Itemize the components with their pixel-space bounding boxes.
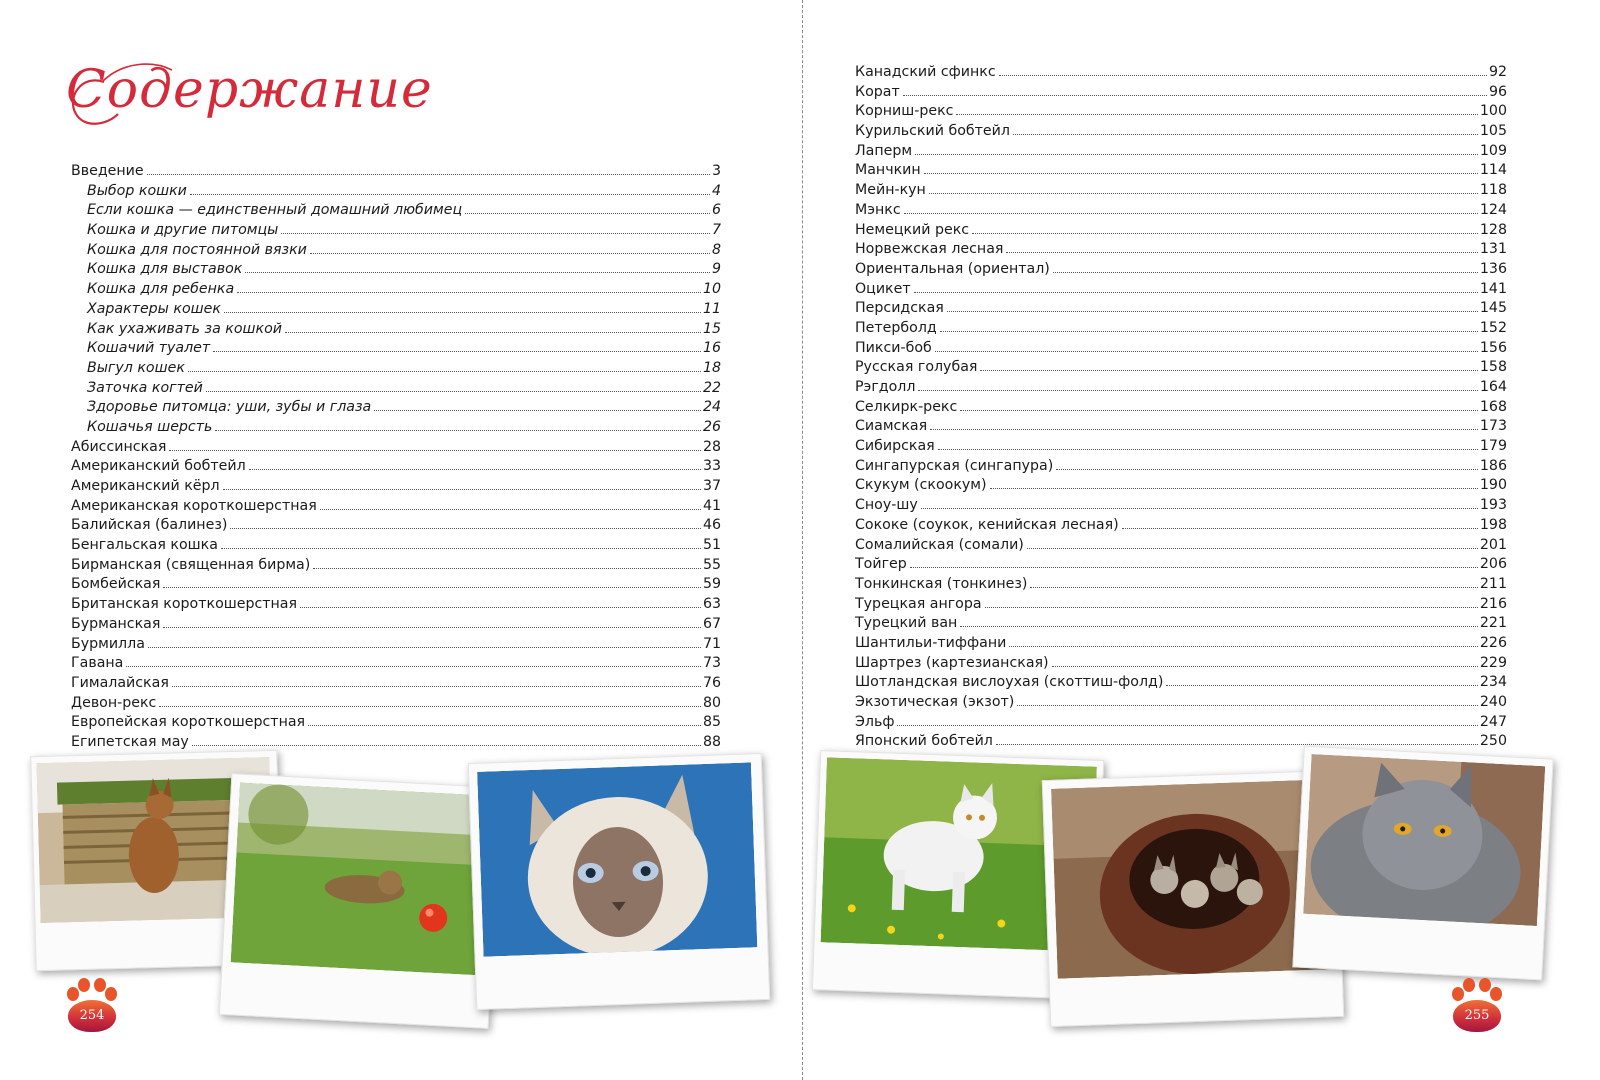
toc-entry xyxy=(855,398,1507,418)
toc-entry-label: Персидская xyxy=(855,300,944,317)
dot-leader xyxy=(237,291,701,293)
toc-entry xyxy=(855,122,1507,142)
toc-entry xyxy=(855,713,1507,733)
dot-leader xyxy=(224,311,701,313)
photo-ragdoll xyxy=(468,753,770,1010)
dot-leader xyxy=(285,331,701,333)
photo-grey-longhair xyxy=(1292,746,1553,981)
toc-entry xyxy=(71,221,721,241)
toc-entry xyxy=(855,63,1507,83)
toc-entry-page: 71 xyxy=(702,635,721,652)
dot-leader xyxy=(904,212,1478,214)
toc-entry-label: Шотландская вислоухая (скоттиш-фолд) xyxy=(855,674,1164,691)
toc-entry-label: Американская короткошерстная xyxy=(71,497,317,514)
toc-entry-page: 33 xyxy=(702,458,721,475)
dot-leader xyxy=(281,232,710,234)
dot-leader xyxy=(929,192,1478,194)
toc-entry-page: 3 xyxy=(711,163,721,179)
photo-bengal xyxy=(219,773,501,1029)
dot-leader xyxy=(897,724,1477,726)
dot-leader xyxy=(172,685,701,687)
toc-entry-page: 216 xyxy=(1479,595,1507,612)
toc-entry-label: Сингапурская (сингапура) xyxy=(855,457,1054,474)
dot-leader xyxy=(914,291,1478,293)
toc-entry xyxy=(71,280,721,300)
toc-entry xyxy=(855,260,1507,280)
toc-entry-page: 158 xyxy=(1479,359,1507,376)
toc-entry-label: Американский бобтейл xyxy=(71,458,246,475)
dot-leader xyxy=(990,487,1478,489)
dot-leader xyxy=(163,626,701,628)
toc-entry-page: 63 xyxy=(702,596,721,613)
toc-entry xyxy=(855,339,1507,359)
toc-entry xyxy=(855,496,1507,516)
toc-entry-page: 186 xyxy=(1479,457,1507,474)
dot-leader xyxy=(300,606,701,608)
toc-entry-page: 96 xyxy=(1488,83,1507,100)
dot-leader xyxy=(308,724,701,726)
toc-entry-label: Сноу-шу xyxy=(855,497,918,514)
toc-entry-page: 128 xyxy=(1479,221,1507,238)
toc-entry-page: 136 xyxy=(1479,260,1507,277)
toc-entry-label: Сиамская xyxy=(855,418,928,435)
toc-entry-page: 76 xyxy=(702,674,721,691)
dot-leader xyxy=(1166,684,1478,686)
dot-leader xyxy=(163,586,701,588)
paw-icon xyxy=(1452,987,1464,1001)
toc-entry-page: 229 xyxy=(1479,654,1507,671)
toc-entry-label: Шантильи-тиффани xyxy=(855,634,1007,651)
toc-entry xyxy=(855,417,1507,437)
dot-leader xyxy=(1009,645,1478,647)
toc-entry-label: Русская голубая xyxy=(855,359,978,376)
toc-entry-page: 221 xyxy=(1479,615,1507,632)
toc-entry xyxy=(71,497,721,517)
toc-entry-label: Выгул кошек xyxy=(87,359,185,376)
toc-entry-label: Шартрез (картезианская) xyxy=(855,654,1049,671)
toc-entry-label: Кошка для выставок xyxy=(87,261,243,278)
toc-entry-page: 109 xyxy=(1479,142,1507,159)
toc-entry xyxy=(855,358,1507,378)
toc-entry-label: Тойгер xyxy=(855,556,907,573)
toc-entry xyxy=(71,536,721,556)
toc-entry-label: Скукум (скоокум) xyxy=(855,477,987,494)
toc-entry-page: 141 xyxy=(1479,280,1507,297)
toc-entry xyxy=(71,359,721,379)
dot-leader xyxy=(148,646,701,648)
toc-entry-label: Девон-рекс xyxy=(71,694,157,711)
toc-entry-label: Корат xyxy=(855,83,900,100)
toc-entry xyxy=(71,516,721,536)
toc-entry-page: 16 xyxy=(702,340,721,357)
dot-leader xyxy=(996,743,1478,745)
toc-entry xyxy=(71,182,721,202)
toc-entry xyxy=(71,713,721,733)
toc-entry-label: Норвежская лесная xyxy=(855,241,1004,258)
toc-entry xyxy=(71,418,721,438)
dot-leader xyxy=(245,271,710,273)
dot-leader xyxy=(249,468,701,470)
toc-entry-label: Ориентальная (ориентал) xyxy=(855,260,1050,277)
toc-entry-page: 11 xyxy=(702,300,721,317)
toc-entry xyxy=(855,161,1507,181)
toc-entry-label: Введение xyxy=(71,163,144,179)
dot-leader xyxy=(947,310,1478,312)
toc-entry xyxy=(855,83,1507,103)
toc-entry-label: Бурманская xyxy=(71,615,161,632)
dot-leader xyxy=(935,350,1478,352)
page-number-right: 255 xyxy=(1464,1008,1490,1023)
toc-entry xyxy=(855,319,1507,339)
toc-entry-page: 85 xyxy=(702,714,721,731)
toc-entry xyxy=(71,162,721,182)
toc-entry xyxy=(855,654,1507,674)
toc-entry-page: 105 xyxy=(1479,123,1507,140)
toc-entry-label: Европейская короткошерстная xyxy=(71,714,306,731)
toc-entry xyxy=(855,201,1507,221)
toc-entry xyxy=(855,280,1507,300)
toc-entry xyxy=(71,694,721,714)
paw-icon xyxy=(67,987,79,1001)
toc-entry xyxy=(855,732,1507,752)
toc-entry xyxy=(71,398,721,418)
toc-left-list xyxy=(71,162,721,753)
toc-entry-page: 206 xyxy=(1479,556,1507,573)
dot-leader xyxy=(956,113,1477,115)
toc-entry-page: 15 xyxy=(702,320,721,337)
toc-entry-label: Кошка для постоянной вязки xyxy=(87,241,307,258)
toc-entry-label: Бирманская (священная бирма) xyxy=(71,556,311,573)
toc-entry xyxy=(855,457,1507,477)
dot-leader xyxy=(320,508,701,510)
toc-entry-label: Кошка и другие питомцы xyxy=(87,222,279,239)
toc-entry xyxy=(71,733,721,753)
toc-entry-label: Кошачья шерсть xyxy=(87,418,213,435)
toc-entry xyxy=(855,181,1507,201)
dot-leader xyxy=(1052,665,1478,667)
dot-leader xyxy=(313,567,701,569)
dot-leader xyxy=(910,566,1478,568)
toc-right-list xyxy=(855,63,1507,752)
toc-entry xyxy=(71,654,721,674)
toc-entry xyxy=(855,142,1507,162)
page-number-badge-left xyxy=(64,978,120,1034)
toc-entry xyxy=(71,438,721,458)
toc-entry xyxy=(71,201,721,221)
dot-leader xyxy=(918,389,1477,391)
toc-entry-page: 156 xyxy=(1479,339,1507,356)
toc-entry xyxy=(855,555,1507,575)
toc-entry-page: 114 xyxy=(1479,162,1507,179)
toc-entry-label: Если кошка — единственный домашний любимец xyxy=(87,202,463,219)
dot-leader xyxy=(924,172,1478,174)
toc-entry-label: Тонкинская (тонкинез) xyxy=(855,575,1028,592)
toc-entry-label: Турецкая ангора xyxy=(855,595,982,612)
dot-leader xyxy=(374,409,701,411)
toc-entry-page: 59 xyxy=(702,576,721,593)
page-number-badge-right xyxy=(1449,978,1505,1034)
toc-entry-page: 73 xyxy=(702,655,721,672)
toc-entry-page: 211 xyxy=(1479,575,1507,592)
right-page xyxy=(804,0,1600,1080)
toc-entry-label: Сибирская xyxy=(855,438,935,455)
toc-entry xyxy=(855,516,1507,536)
toc-entry xyxy=(71,575,721,595)
toc-entry-page: 8 xyxy=(711,241,721,258)
toc-entry-label: Курильский бобтейл xyxy=(855,123,1010,140)
toc-entry-label: Сококе (соукок, кенийская лесная) xyxy=(855,516,1119,533)
toc-entry xyxy=(855,476,1507,496)
toc-entry-label: Британская короткошерстная xyxy=(71,596,298,613)
dot-leader xyxy=(1006,251,1477,253)
toc-entry-page: 193 xyxy=(1479,497,1507,514)
toc-entry xyxy=(855,693,1507,713)
toc-entry-label: Бенгальская кошка xyxy=(71,537,218,554)
dot-leader xyxy=(188,370,701,372)
toc-entry-page: 152 xyxy=(1479,319,1507,336)
dot-leader xyxy=(126,665,701,667)
toc-entry-page: 41 xyxy=(702,497,721,514)
toc-entry-page: 145 xyxy=(1479,300,1507,317)
toc-entry-page: 201 xyxy=(1479,536,1507,553)
toc-entry xyxy=(71,556,721,576)
toc-entry-page: 100 xyxy=(1479,103,1507,120)
toc-entry-label: Канадский сфинкс xyxy=(855,64,996,80)
toc-entry xyxy=(71,300,721,320)
dot-leader xyxy=(1053,271,1478,273)
toc-entry-label: Египетская мау xyxy=(71,733,189,750)
page-number-left: 254 xyxy=(79,1008,105,1023)
toc-entry-page: 7 xyxy=(711,222,721,239)
toc-entry-label: Гималайская xyxy=(71,674,169,691)
dot-leader xyxy=(215,429,701,431)
toc-entry-label: Японский бобтейл xyxy=(855,733,993,750)
toc-entry xyxy=(71,379,721,399)
toc-entry xyxy=(71,457,721,477)
toc-entry-label: Здоровье питомца: уши, зубы и глаза xyxy=(87,399,372,416)
toc-entry-page: 250 xyxy=(1479,733,1507,750)
toc-entry-label: Кошка для ребенка xyxy=(87,281,235,298)
toc-entry-label: Мэнкс xyxy=(855,201,901,218)
dot-leader xyxy=(903,94,1487,96)
toc-entry xyxy=(855,575,1507,595)
toc-entry-label: Эльф xyxy=(855,713,895,730)
dot-leader xyxy=(1030,586,1477,588)
dot-leader xyxy=(1056,468,1478,470)
toc-entry-label: Турецкий ван xyxy=(855,615,958,632)
toc-entry xyxy=(855,595,1507,615)
toc-entry-label: Петерболд xyxy=(855,319,937,336)
toc-entry xyxy=(855,437,1507,457)
dot-leader xyxy=(1013,133,1478,135)
toc-entry xyxy=(855,536,1507,556)
toc-entry-page: 164 xyxy=(1479,379,1507,395)
dot-leader xyxy=(985,606,1478,608)
dot-leader xyxy=(999,74,1487,76)
toc-entry xyxy=(71,339,721,359)
dot-leader xyxy=(930,428,1478,430)
toc-entry-label: Оцикет xyxy=(855,280,911,297)
toc-entry-page: 247 xyxy=(1479,713,1507,730)
toc-entry-page: 131 xyxy=(1479,241,1507,258)
toc-entry-label: Сомалийская (сомали) xyxy=(855,536,1024,553)
toc-entry-page: 28 xyxy=(702,438,721,455)
toc-entry-label: Бомбейская xyxy=(71,576,161,593)
dot-leader xyxy=(213,350,701,352)
dot-leader xyxy=(1017,704,1478,706)
dot-leader xyxy=(465,212,710,214)
page-title: Содержание xyxy=(66,60,433,120)
toc-entry-page: 92 xyxy=(1488,64,1507,80)
toc-entry xyxy=(855,240,1507,260)
dot-leader xyxy=(206,390,701,392)
toc-entry xyxy=(855,673,1507,693)
dot-leader xyxy=(190,193,710,195)
toc-entry-label: Немецкий рекс xyxy=(855,221,970,238)
toc-entry-label: Выбор кошки xyxy=(87,182,187,199)
toc-entry-page: 234 xyxy=(1479,674,1507,691)
toc-entry-label: Абиссинская xyxy=(71,438,167,455)
toc-entry xyxy=(71,595,721,615)
dot-leader xyxy=(915,153,1478,155)
toc-entry-page: 51 xyxy=(702,537,721,554)
dot-leader xyxy=(980,369,1477,371)
toc-entry-page: 22 xyxy=(702,379,721,396)
toc-entry-page: 88 xyxy=(702,733,721,750)
toc-entry-label: Селкирк-рекс xyxy=(855,398,958,415)
toc-entry-page: 4 xyxy=(711,182,721,199)
toc-entry-page: 118 xyxy=(1479,182,1507,199)
toc-entry-label: Корниш-рекс xyxy=(855,103,954,120)
toc-entry-label: Характеры кошек xyxy=(87,300,221,317)
toc-entry-page: 46 xyxy=(702,517,721,534)
toc-entry-page: 9 xyxy=(711,261,721,278)
toc-entry-label: Балийская (балинез) xyxy=(71,517,228,534)
toc-entry-page: 168 xyxy=(1479,398,1507,415)
dot-leader xyxy=(169,449,701,451)
toc-entry-page: 240 xyxy=(1479,694,1507,710)
dot-leader xyxy=(192,744,701,746)
toc-entry-label: Как ухаживать за кошкой xyxy=(87,320,282,337)
toc-entry-page: 198 xyxy=(1479,516,1507,533)
toc-entry xyxy=(71,320,721,340)
toc-entry-label: Лаперм xyxy=(855,142,913,159)
toc-entry-page: 24 xyxy=(702,399,721,416)
toc-entry xyxy=(71,241,721,261)
toc-entry xyxy=(71,635,721,655)
toc-entry xyxy=(71,260,721,280)
toc-entry-page: 6 xyxy=(711,202,721,219)
toc-entry-label: Американский кёрл xyxy=(71,478,220,494)
toc-entry-page: 190 xyxy=(1479,477,1507,494)
dot-leader xyxy=(972,232,1478,234)
dot-leader xyxy=(1122,527,1478,529)
toc-entry xyxy=(855,102,1507,122)
toc-entry-page: 179 xyxy=(1479,438,1507,455)
dot-leader xyxy=(921,507,1478,509)
toc-entry-page: 10 xyxy=(702,281,721,298)
page-fold-divider xyxy=(802,0,803,1080)
toc-entry-page: 26 xyxy=(702,418,721,435)
toc-entry-page: 67 xyxy=(702,615,721,632)
toc-entry xyxy=(855,614,1507,634)
toc-entry-label: Кошачий туалет xyxy=(87,340,211,357)
toc-entry-label: Мейн-кун xyxy=(855,182,926,199)
dot-leader xyxy=(940,330,1478,332)
dot-leader xyxy=(230,527,701,529)
toc-entry-label: Пикси-боб xyxy=(855,339,932,356)
toc-entry xyxy=(71,477,721,497)
toc-entry xyxy=(855,634,1507,654)
dot-leader xyxy=(159,705,701,707)
toc-entry xyxy=(855,299,1507,319)
toc-entry xyxy=(855,221,1507,241)
toc-entry-page: 173 xyxy=(1479,418,1507,435)
dot-leader xyxy=(310,252,710,254)
toc-entry-page: 226 xyxy=(1479,634,1507,651)
dot-leader xyxy=(960,409,1478,411)
dot-leader xyxy=(223,488,701,490)
dot-leader xyxy=(938,448,1478,450)
toc-entry-label: Манчкин xyxy=(855,162,921,179)
toc-entry-page: 124 xyxy=(1479,201,1507,218)
toc-entry-page: 37 xyxy=(702,478,721,494)
toc-entry-label: Рэгдолл xyxy=(855,379,916,395)
dot-leader xyxy=(221,547,701,549)
toc-entry-page: 80 xyxy=(702,694,721,711)
toc-entry-page: 55 xyxy=(702,556,721,573)
toc-entry xyxy=(71,674,721,694)
toc-entry-label: Гавана xyxy=(71,655,124,672)
toc-entry-label: Экзотическая (экзот) xyxy=(855,694,1015,710)
toc-entry-label: Заточка когтей xyxy=(87,379,203,396)
dot-leader xyxy=(960,625,1478,627)
dot-leader xyxy=(1027,547,1478,549)
toc-entry-label: Бурмилла xyxy=(71,635,145,652)
toc-entry-page: 18 xyxy=(702,359,721,376)
dot-leader xyxy=(147,173,710,175)
toc-entry xyxy=(855,378,1507,398)
toc-entry xyxy=(71,615,721,635)
